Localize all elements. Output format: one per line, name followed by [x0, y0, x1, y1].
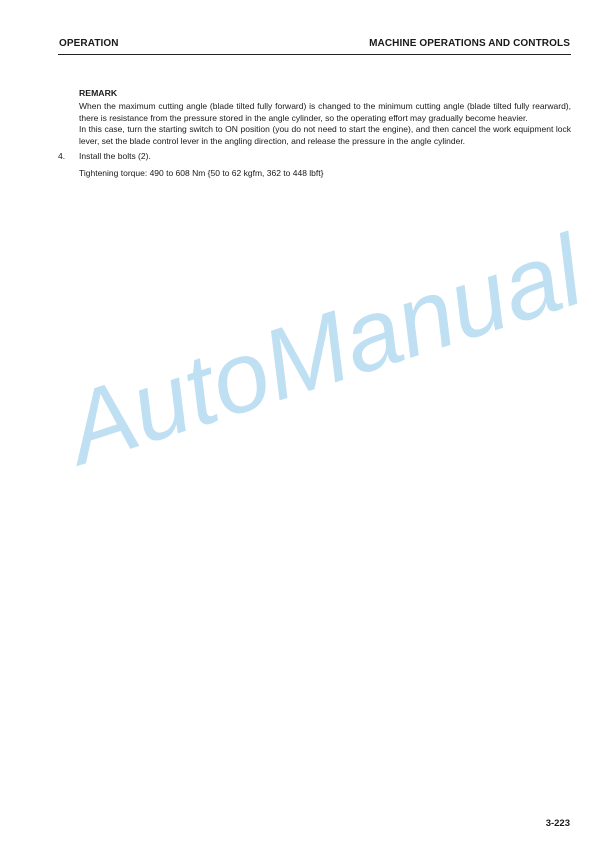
tightening-torque: Tightening torque: 490 to 608 Nm {50 to 62 kgfm, 362 to 448 lbft}	[79, 167, 324, 178]
step-number: 4.	[58, 151, 66, 162]
page-number: 3-223	[545, 818, 570, 829]
step-text: Install the bolts (2).	[79, 151, 151, 162]
remark-title: REMARK	[79, 88, 118, 98]
watermark: AutoManual	[53, 214, 596, 486]
step-4	[58, 151, 571, 163]
header-section-title: OPERATION	[59, 38, 119, 49]
page-header	[58, 38, 571, 55]
remark-paragraph-1: When the maximum cutting angle (blade tilted fully forward) is changed to the minimum cutting angle (blade tilted fully rearward), there is resistance from the pressure stored in the angle cylinder, so the operating effort may gradually become heavier.	[79, 101, 571, 123]
header-chapter-title: MACHINE OPERATIONS AND CONTROLS	[369, 38, 570, 49]
remark-paragraph-2: In this case, turn the starting switch to ON position (you do not need to start the engine), and then cancel the work equipment lock lever, set the blade control lever in the angling direction, and release the pressure in the angle cylinder.	[79, 124, 571, 146]
page-content	[58, 88, 571, 180]
